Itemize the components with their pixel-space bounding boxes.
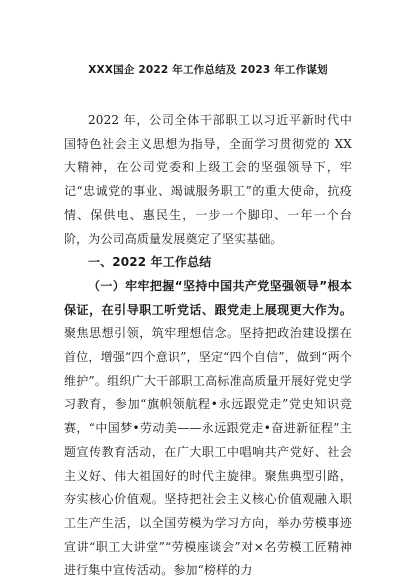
subsection-paragraph (64, 275, 352, 583)
intro-paragraph: 2022 年，公司全体干部职工以习近平新时代中国特色社会主义思想为指导，全面学习贯彻党的 XX 大精神，在公司党委和上级工会的坚强领导下，牢记“忠诚党的事业、竭诚服务职工”的重大使命，抗疫情、保供电、惠民生，一步一个脚印、一年一个台阶，为公司高质量发展奠定了坚实基础。 (64, 113, 352, 246)
section-heading-summary: 一、2022 年工作总结 (88, 255, 212, 270)
subsection-body: 聚焦思想引领，筑牢理想信念。坚持把政治建设摆在首位，增强“四个意识”，坚定“四个自信”，做到“两个维护”。组织广大干部职工高标准高质量开展好党史学习教育，参加“旗帜领航程•永远跟党走”党史知识竞赛，“中国梦•劳动美——永远跟党走•奋进新征程”主题宣传教育活动，在广大职工中唱响共产党好、社会主义好、伟大祖国好的时代主旋律。聚焦典型引路，夯实核心价值观。坚持把社会主义核心价值观融入职工生产生活，以全国劳模为学习方向，举办劳模事迹宣讲“职工大讲堂”“劳模座谈会”对×名劳模工匠精神进行集中宣传活动。参加“榜样的力 (64, 326, 352, 578)
subsection-lead: （一）牢牢把握“坚持中国共产党坚强领导”根本保证，在引导职工听党话、跟党走上展现更大作为。 (64, 278, 352, 317)
document-title: XXX国企 2022 年工作总结及 2023 年工作谋划 (88, 64, 328, 76)
document-body (64, 109, 352, 583)
